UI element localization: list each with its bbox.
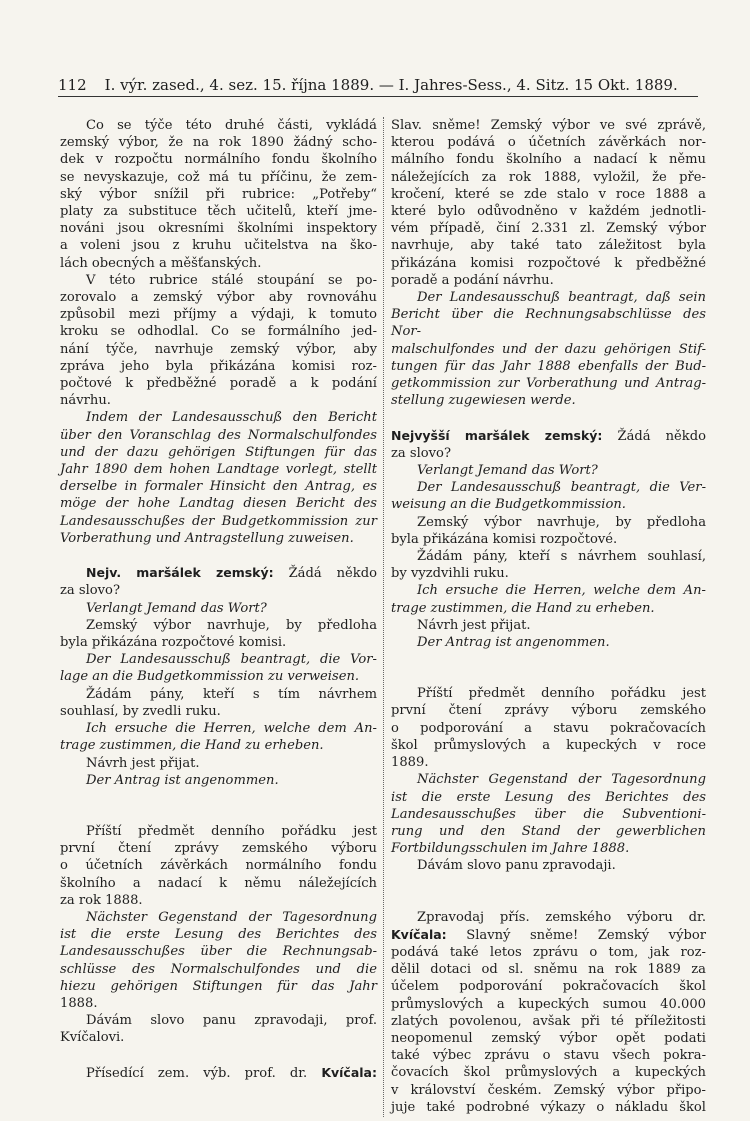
text-line: schlüsse des Normalschulfondes und die — [60, 961, 377, 977]
text-line: málního fondu školního a nadací k němu — [391, 152, 706, 168]
text-line: Zemský výbor navrhuje, by předloha — [86, 617, 377, 633]
text-line: Příští předmět denního pořádku jest — [417, 686, 706, 702]
text-line: Der Antrag ist angenommen. — [86, 772, 279, 788]
text-line: účelem podporování pokračovacích škol — [391, 979, 706, 995]
speaker-text: Slavný sněme! Zemský výbor — [466, 927, 706, 943]
text-line: ist die erste Lesung des Berichtes des — [60, 927, 377, 943]
paragraph-gap — [60, 547, 377, 564]
text-line: Nächster Gegenstand der Tagesordnung — [417, 772, 706, 788]
speaker-line — [391, 427, 706, 445]
text-line: Indem der Landesausschuß den Bericht — [86, 410, 377, 426]
text-line: ský výbor snížil při rubrice: „Potřeby“ — [60, 186, 377, 202]
text-line: za rok 1888. — [60, 892, 143, 908]
speaker-name: Kvíčala: — [391, 926, 447, 942]
text-line: školního a nadací k němu náležejících — [60, 875, 377, 891]
text-line: Vorberathung und Antragstellung zuweisen. — [60, 530, 354, 546]
text-line: Dávám slovo panu zpravodaji. — [417, 858, 616, 874]
text-line: Co se týče této druhé části, vykládá — [86, 118, 377, 133]
text-line: byla přikázána komisi rozpočtové. — [391, 531, 618, 547]
text-line: Zpravodaj přís. zemského výboru dr. — [417, 909, 706, 925]
text-line: Nächster Gegenstand der Tagesordnung — [86, 909, 377, 925]
text-line: Žádám pány, kteří s tím návrhem — [86, 686, 377, 702]
text-line: stellung zugewiesen werde. — [391, 393, 576, 409]
text-line: se nevyskazuje, což má tu příčinu, že zem- — [60, 169, 377, 185]
paragraph-gap — [391, 875, 706, 909]
text-line: kterou podává o účetních závěrkách nor- — [391, 135, 706, 151]
text-line: Der Landesausschuß beantragt, die Ver- — [417, 480, 706, 496]
text-line: za slovo? — [60, 583, 120, 599]
text-line: lách obecných a měšťanských. — [60, 255, 262, 271]
text-line: 1888. — [60, 995, 98, 1011]
paragraph-gap — [391, 651, 706, 685]
text-line: o účetních závěrkách normálního fondu — [60, 858, 377, 874]
text-line: Landesausschußes über die Rechnungsab- — [60, 944, 377, 960]
text-line: juje také podrobné výkazy o nákladu škol — [391, 1099, 706, 1115]
text-line: nováni jsou okresními školními inspektory — [60, 221, 377, 237]
text-line: také výbec zprávu o stavu všech pokra- — [391, 1048, 706, 1064]
text-line: hiezu gehörigen Stiftungen für das Jahr — [60, 978, 377, 994]
page-number: 112 — [58, 76, 87, 94]
text-line: 1889. — [391, 755, 429, 771]
text-line: Landesausschußes über die Subventioni- — [391, 806, 706, 822]
text-line: und der dazu gehörigen Stiftungen für das — [60, 444, 377, 460]
text-line: malschulfondes und der dazu gehörigen Stif- — [391, 341, 706, 357]
text-line: Dávám slovo panu zpravodaji, prof. — [86, 1013, 377, 1029]
text-line: Der Landesausschuß beantragt, die Vor- — [86, 652, 377, 668]
text-line: Der Antrag ist angenommen. — [417, 635, 610, 651]
text-line: souhlasí, by zvedli ruku. — [60, 703, 221, 719]
text-line: o podporování a stavu pokračovacích — [391, 720, 706, 736]
speaker-line — [60, 564, 377, 582]
text-line: čovacích škol průmyslových a kupeckých — [391, 1065, 706, 1081]
text-line: Jahr 1890 dem hohen Landtage vorlegt, stellt — [60, 462, 377, 478]
text-line: kročení, které se zde stalo v roce 1888 a — [391, 186, 706, 202]
text-line: zorovalo a zemský výbor aby rovnováhu — [60, 290, 377, 306]
text-line: Kvíčalovi. — [60, 1030, 125, 1046]
paragraph-gap — [60, 1047, 377, 1064]
speaker-name: Nejvyšší maršálek zemský: — [391, 427, 603, 443]
text-line: derselbe in formaler Hinsicht den Antrag, es — [60, 479, 377, 495]
text-line: dek v rozpočtu normálního fondu školního — [60, 152, 377, 168]
text-line: první čtení zprávy zemského výboru — [60, 841, 377, 857]
speaker-title: Přísedící zem. výb. prof. dr. — [86, 1065, 308, 1081]
text-line: poradě a podání návrhu. — [391, 272, 554, 288]
speaker-name: Nejv. maršálek zemský: — [86, 565, 274, 581]
text-line: a voleni jsou z kruhu učitelstva na ško- — [60, 238, 377, 254]
speaker-line — [60, 1064, 377, 1082]
text-line: V této rubrice stálé stoupání se po- — [86, 272, 377, 288]
paragraph-gap — [391, 409, 706, 426]
text-line: v království českém. Zemský výbor připo- — [391, 1082, 706, 1098]
column-divider — [383, 117, 384, 1117]
right-column — [391, 117, 706, 1116]
text-line: nání týče, navrhuje zemský výbor, aby — [60, 341, 377, 357]
text-line: Landesausschußes der Budgetkommission zur — [60, 513, 377, 529]
text-line: zemský výbor, že na rok 1890 žádný scho- — [60, 135, 377, 151]
speaker-line — [391, 926, 706, 944]
text-line: platy za substituce těch učitelů, kteří jme- — [60, 204, 377, 220]
text-line: dělil dotaci od sl. sněmu na rok 1889 za — [391, 962, 706, 978]
text-line: möge der hohe Landtag diesen Bericht des — [60, 496, 377, 512]
left-column — [60, 117, 377, 1082]
text-line: způsobil mezi příjmy a výdaji, k tomuto — [60, 307, 377, 323]
text-line: kroku se odhodlal. Co se formálního jed- — [60, 324, 377, 340]
text-line: průmyslových a kupeckých sumou 40.000 — [391, 996, 706, 1012]
text-line: Fortbildungsschulen im Jahre 1888. — [391, 841, 630, 857]
paragraph-gap — [60, 789, 377, 823]
text-line: vém případě, činí 2.331 zl. Zemský výbor — [391, 221, 706, 237]
text-line: navrhuje, aby také tato záležitost byla — [391, 238, 706, 254]
text-line: weisung an die Budgetkommission. — [391, 497, 626, 513]
text-line: podává také letos zprávu o tom, jak roz- — [391, 944, 706, 960]
speaker-name: Kvíčala: — [321, 1064, 377, 1080]
text-line: návrhu. — [60, 393, 111, 409]
text-line: škol průmyslových a kupeckých v roce — [391, 737, 706, 753]
text-line: über den Voranschlag des Normalschulfondes — [60, 427, 377, 443]
text-line: Návrh jest přijat. — [86, 755, 200, 771]
text-line: neopomenul zemský výbor opět podati — [391, 1030, 706, 1046]
text-line: náležejících za rok 1888, vyložil, že pře- — [391, 169, 706, 185]
text-line: ist die erste Lesung des Berichtes des — [391, 789, 706, 805]
text-line: by vyzdvihli ruku. — [391, 566, 509, 582]
text-line: Bericht über die Rechnungsabschlüsse des Nor- — [391, 307, 706, 340]
text-line: zlatých povolenou, avšak při té příležitosti — [391, 1013, 706, 1029]
page-header — [58, 74, 698, 97]
text-line: byla přikázána rozpočtové komisi. — [60, 635, 287, 651]
text-line: trage zustimmen, die Hand zu erheben. — [391, 600, 655, 616]
header-text: I. výr. zased., 4. sez. 15. října 1889. — I. Jahres-Sess., 4. Sitz. 15 Okt. 1889. — [104, 76, 678, 94]
text-line: Ich ersuche die Herren, welche dem An- — [417, 583, 706, 599]
text-line: Návrh jest přijat. — [417, 617, 531, 633]
text-line: Příští předmět denního pořádku jest — [86, 823, 377, 839]
text-line: lage an die Budgetkommission zu verweisen. — [60, 669, 360, 685]
text-line: Slav. sněme! Zemský výbor ve své zprávě, — [391, 118, 706, 133]
speaker-text: Žádá někdo — [288, 566, 377, 582]
text-line: Verlangt Jemand das Wort? — [86, 600, 267, 616]
text-line: rung und den Stand der gewerblichen — [391, 823, 706, 839]
text-line: které bylo odůvodněno v každém jednotli- — [391, 204, 706, 220]
text-line: Žádám pány, kteří s návrhem souhlasí, — [417, 549, 706, 565]
text-line: Zemský výbor navrhuje, by předloha — [417, 514, 706, 530]
text-line: Verlangt Jemand das Wort? — [417, 463, 598, 479]
text-line: zpráva jeho byla přikázána komisi roz- — [60, 358, 377, 374]
text-line: trage zustimmen, die Hand zu erheben. — [60, 738, 324, 754]
text-line: přikázána komisi rozpočtové k předběžné — [391, 255, 706, 271]
text-line: první čtení zprávy výboru zemského — [391, 703, 706, 719]
text-line: Ich ersuche die Herren, welche dem An- — [86, 721, 377, 737]
text-line: počtové k předběžné poradě a k podání — [60, 376, 377, 392]
text-line: tungen für das Jahr 1888 ebenfalls der Bud- — [391, 358, 706, 374]
text-line: za slovo? — [391, 445, 451, 461]
text-line: Der Landesausschuß beantragt, daß sein — [417, 290, 706, 306]
text-line: getkommission zur Vorberathung und Antrag- — [391, 376, 706, 392]
speaker-text: Žádá někdo — [617, 428, 706, 444]
